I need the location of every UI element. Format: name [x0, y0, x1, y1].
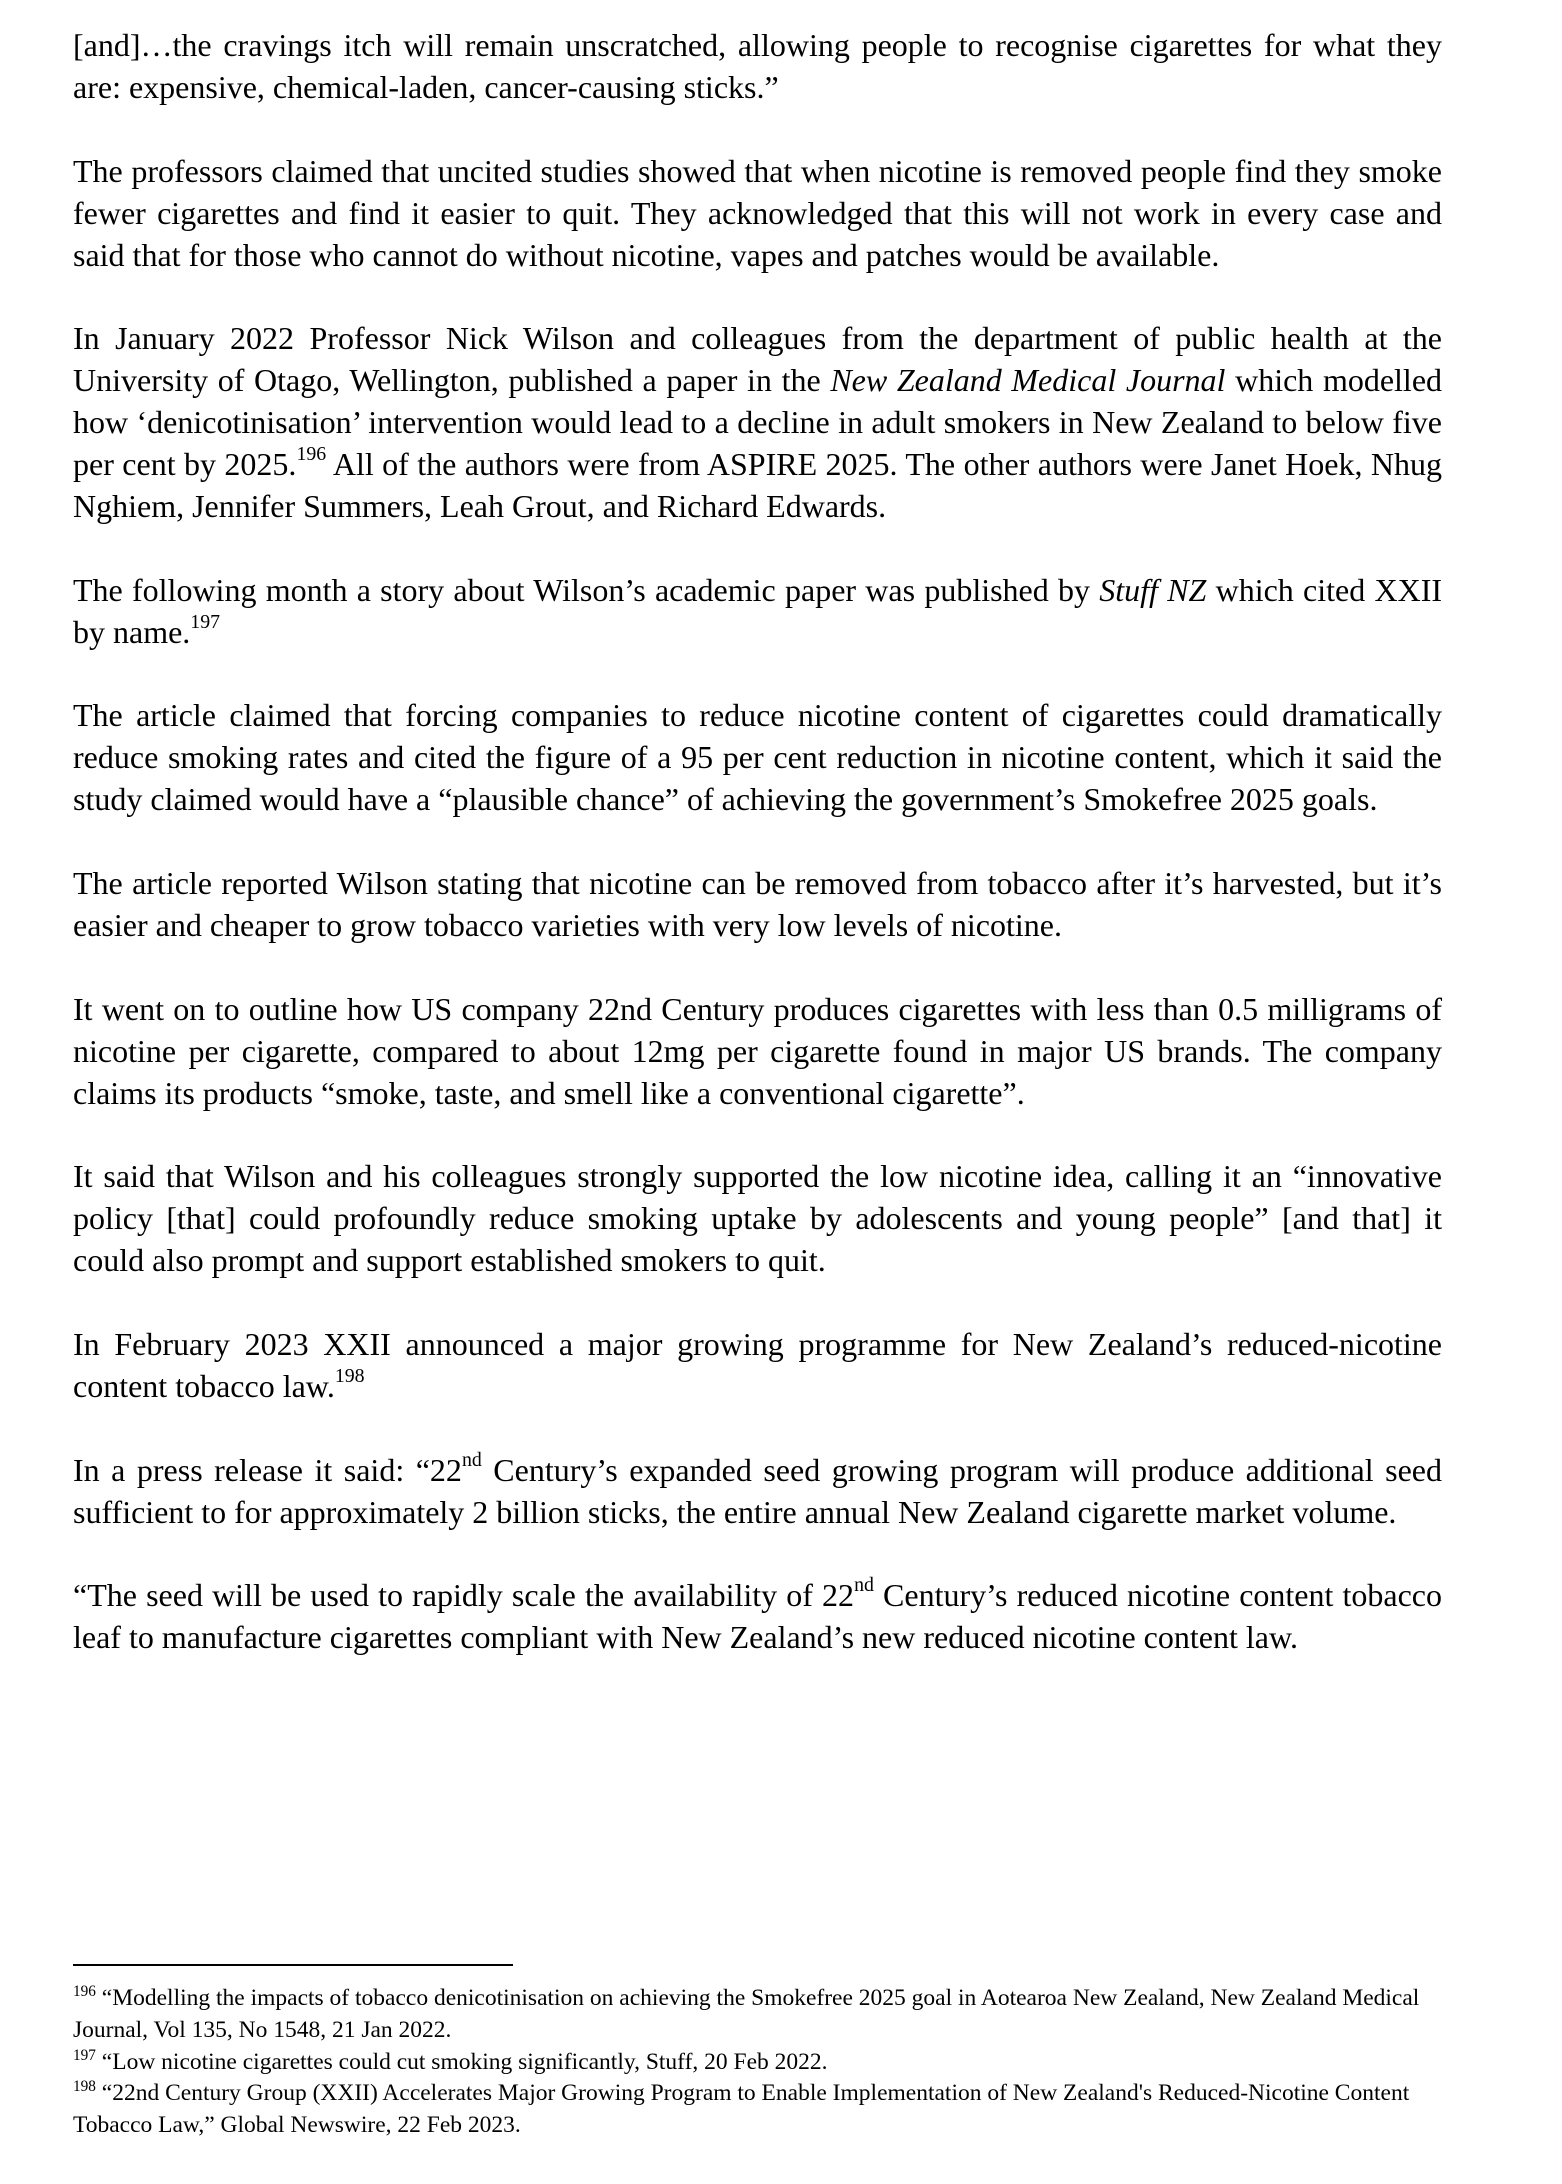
ordinal-suffix: nd — [854, 1574, 874, 1597]
footnotes — [73, 1983, 1442, 2142]
footnote-196 — [73, 1983, 1442, 2047]
footnote-number: 198 — [73, 2078, 96, 2096]
footnote-number: 197 — [73, 2046, 96, 2064]
footnote-separator — [73, 1964, 513, 1966]
text: which modelled how ‘denicotinisation’ intervention would lead to a decline in adult smokers in New Zealand to below five per cent by 2025. — [73, 362, 1443, 483]
footnote-197 — [73, 2047, 1442, 2079]
text: In January 2022 Professor Nick Wilson and colleagues from the department of public health at the University of Otago, Wellington, published a paper in the — [73, 320, 1442, 399]
footnote-text: “Modelling the impacts of tobacco denicotinisation on achieving the Smokefree 2025 goal in Aotearoa New Zealand, New Zealand Medical Journal, Vol 135, No 1548, 21 Jan 2022. — [73, 1985, 1420, 2043]
paragraph-6: The article reported Wilson stating that nicotine can be removed from tobacco after it’s harvested, but it’s easier and cheaper to grow tobacco varieties with very low levels of nicotine. — [73, 865, 1442, 943]
text: In February 2023 XXII announced a major growing programme for New Zealand’s reduced-nicotine content tobacco law. — [73, 1325, 1442, 1404]
paragraph-11 — [73, 1575, 1442, 1659]
text: The following month a story about Wilson’s academic paper was published by — [73, 571, 1100, 608]
text: Century’s reduced nicotine content tobacco leaf to manufacture cigarettes compliant with New Zealand’s new reduced nicotine content law. — [73, 1577, 1443, 1656]
ordinal-suffix: nd — [461, 1448, 482, 1471]
paragraph-9 — [73, 1324, 1442, 1408]
journal-title: New Zealand Medical Journal — [830, 362, 1226, 399]
footnote-ref-197[interactable]: 197 — [190, 610, 221, 633]
footnote-198 — [73, 2078, 1442, 2142]
footnote-text: “22nd Century Group (XXII) Accelerates Major Growing Program to Enable Implementation of New Zealand's Reduced-Nicotine Content Tobacco Law,” Global Newswire, 22 Feb 2023. — [73, 2080, 1410, 2139]
paragraph-3 — [73, 318, 1442, 528]
text: In a press release it said: “22 — [73, 1451, 462, 1488]
footnote-ref-196[interactable]: 196 — [296, 443, 327, 466]
text: All of the authors were from ASPIRE 2025. The other authors were Janet Hoek, Nhug Nghiem, Jennifer Summers, Leah Grout, and Richard Edwards. — [73, 446, 1442, 524]
paragraph-4 — [73, 570, 1442, 654]
paragraph-2: The professors claimed that uncited studies showed that when nicotine is removed people find they smoke fewer cigarettes and find it easier to quit. They acknowledged that this will not work in every case and said that for those who cannot do without nicotine, vapes and patches would be available. — [73, 152, 1442, 273]
document-body — [73, 25, 1442, 1701]
footnote-ref-198[interactable]: 198 — [334, 1365, 365, 1387]
paragraph-10 — [73, 1450, 1442, 1534]
text: “The seed will be used to rapidly scale the availability of 22 — [73, 1577, 855, 1614]
footnote-number: 196 — [73, 1982, 96, 2000]
paragraph-1: [and]…the cravings itch will remain unscratched, allowing people to recognise cigarettes for what they are: expensive, chemical-laden, cancer-causing sticks.” — [73, 27, 1442, 105]
paragraph-7: It went on to outline how US company 22nd Century produces cigarettes with less than 0.5 milligrams of nicotine per cigarette, compared to about 12mg per cigarette found in major US brands. The company claims its products “smoke, taste, and smell like a conventional cigarette”. — [73, 990, 1442, 1111]
text: Century’s expanded seed growing program will produce additional seed sufficient to for approximately 2 billion sticks, the entire annual New Zealand cigarette market volume. — [73, 1451, 1443, 1530]
paragraph-5: The article claimed that forcing companies to reduce nicotine content of cigarettes could dramatically reduce smoking rates and cited the figure of a 95 per cent reduction in nicotine content, which it said the study claimed would have a “plausible chance” of achieving the government’s Smokefree 2025 goals. — [73, 697, 1442, 818]
paragraph-8: It said that Wilson and his colleagues strongly supported the low nicotine idea, calling it an “innovative policy [that] could profoundly reduce smoking uptake by adolescents and young people” [and that] it could also prompt and support established smokers to quit. — [73, 1158, 1442, 1279]
publication-name: Stuff NZ — [1099, 571, 1207, 608]
text: which cited XXII by name. — [73, 571, 1443, 650]
footnote-text: “Low nicotine cigarettes could cut smoking significantly, Stuff, 20 Feb 2022. — [95, 2048, 828, 2075]
